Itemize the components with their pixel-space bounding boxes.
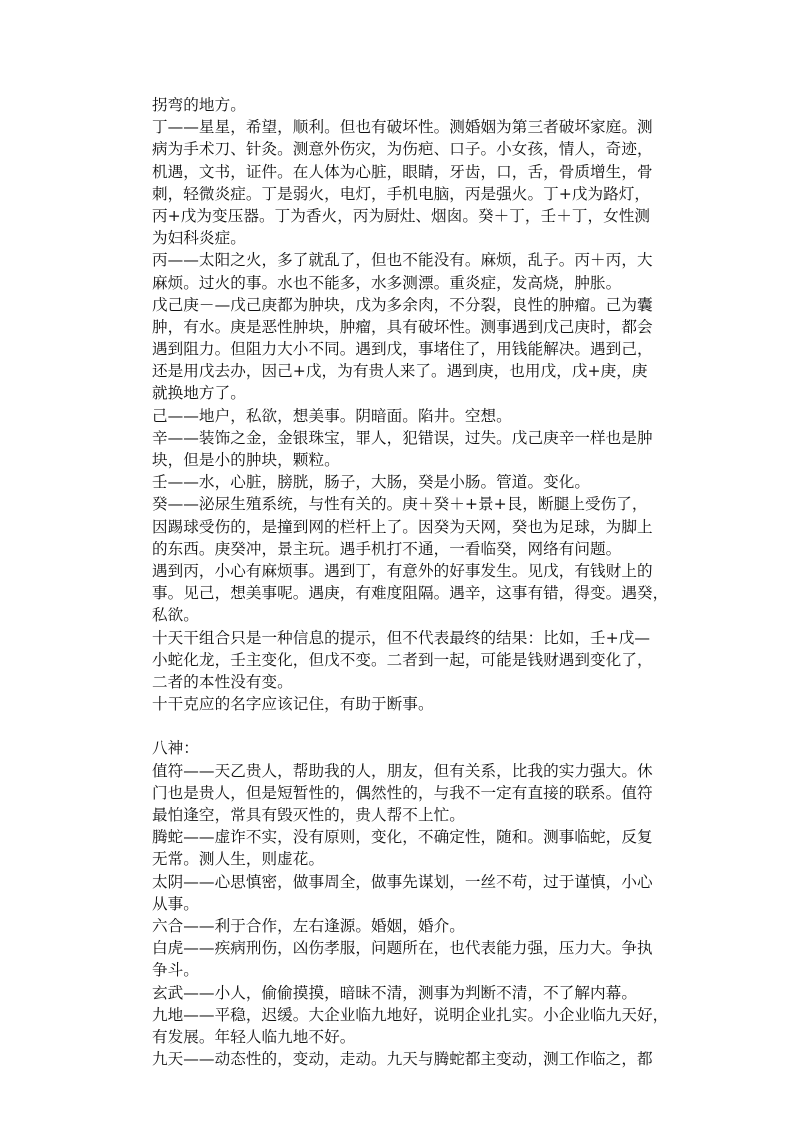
text-line: 腾蛇——虚诈不实，没有原则，变化，不确定性，随和。测事临蛇，反复: [152, 828, 653, 847]
text-line: 麻烦。过火的事。水也不能多，水多测漂。重炎症，发高烧，肿胀。: [152, 273, 622, 292]
text-line: 为妇科炎症。: [152, 229, 246, 248]
text-line: 小蛇化龙，壬主变化，但戊不变。二者到一起，可能是钱财遇到变化了，: [152, 650, 653, 669]
text-line: 戊己庚－—戊己庚都为肿块，戊为多余肉，不分裂，良性的肿瘤。己为囊: [152, 295, 653, 314]
text-line: 事。见己，想美事呢。遇庚，有难度阻隔。遇辛，这事有错，得变。遇癸，: [152, 584, 669, 603]
text-line: 十天干组合只是一种信息的提示，但不代表最终的结果：比如，壬+戊—: [152, 628, 651, 647]
text-line: 块，但是小的肿块，颗粒。: [152, 451, 340, 469]
text-line: 白虎——疾病刑伤，凶伤孝服，问题所在，也代表能力强，压力大。争执: [152, 939, 653, 958]
body-text: [152, 94, 672, 1070]
text-line: 九地——平稳，迟缓。大企业临九地好，说明企业扎实。小企业临九天好，: [152, 1005, 669, 1024]
text-line: 六合——利于合作，左右逢源。婚姻，婚介。: [152, 916, 465, 935]
text-line: 刺，轻微炎症。丁是弱火，电灯，手机电脑，丙是强火。丁+戊为路灯，: [152, 184, 651, 203]
text-line: 己——地户，私欲，想美事。阴暗面。陷井。空想。: [152, 406, 512, 425]
text-line: 癸——泌尿生殖系统，与性有关的。庚＋癸＋+景+艮，断腿上受伤了，: [152, 495, 648, 514]
text-line: 肿，有水。庚是恶性肿块，肿瘤，具有破坏性。测事遇到戊己庚时，都会: [152, 317, 653, 336]
text-line: 二者的本性没有变。: [152, 672, 293, 691]
text-line: 太阴——心思慎密，做事周全，做事先谋划，一丝不苟，过于谨慎，小心: [152, 872, 653, 891]
text-line: 九天——动态性的，变动，走动。九天与腾蛇都主变动，测工作临之，都: [152, 1050, 653, 1069]
text-line: 还是用戊去办，因己+戊，为有贵人来了。遇到庚，也用戊，戊+庚，庚: [152, 362, 648, 381]
text-line: 无常。测人生，则虚花。: [152, 850, 325, 869]
text-line: 从事。: [152, 894, 199, 913]
text-line: 的东西。庚癸冲，景主玩。遇手机打不通，一看临癸，网络有问题。: [152, 539, 622, 558]
text-line: 有发展。年轻人临九地不好。: [152, 1027, 356, 1046]
text-line: 门也是贵人，但是短暂性的，偶然性的，与我不一定有直接的联系。值符: [152, 783, 653, 802]
text-line: 因踢球受伤的，是撞到网的栏杆上了。因癸为天网，癸也为足球，为脚上: [152, 517, 653, 536]
text-line: 最怕逢空，常具有毁灭性的，贵人帮不上忙。: [152, 806, 465, 824]
text-line: 十干克应的名字应该记住，有助于断事。: [152, 695, 434, 714]
text-line: 就换地方了。: [152, 384, 246, 403]
text-line: 辛——装饰之金，金银珠宝，罪人，犯错误，过失。戊己庚辛一样也是肿: [152, 428, 653, 447]
text-line: 值符——天乙贵人，帮助我的人，朋友，但有关系，比我的实力强大。休: [152, 761, 653, 780]
text-line: 病为手术刀、针灸。测意外伤灾，为伤疤、口子。小女孩，情人，奇迹，: [152, 140, 653, 159]
blank-line: [152, 715, 672, 737]
text-line: 丁——星星，希望，顺利。但也有破坏性。测婚姻为第三者破坏家庭。测: [152, 118, 653, 137]
text-line: 玄武——小人，偷偷摸摸，暗昧不清，测事为判断不清，不了解内幕。: [152, 983, 637, 1002]
text-line: 争斗。: [152, 961, 199, 980]
text-line: 八神：: [152, 739, 199, 758]
text-line: 机遇，文书，证件。在人体为心脏，眼睛，牙齿，口，舌，骨质增生，骨: [152, 162, 653, 181]
text-line: 丙——太阳之火，多了就乱了，但也不能没有。麻烦，乱子。丙＋丙，大: [152, 251, 653, 270]
text-line: 拐弯的地方。: [152, 96, 246, 114]
text-line: 遇到丙，小心有麻烦事。遇到丁，有意外的好事发生。见戊，有钱财上的: [152, 561, 653, 580]
text-line: 丙+戊为变压器。丁为香火，丙为厨灶、烟囱。癸＋丁，壬＋丁，女性测: [152, 206, 651, 225]
text-line: 壬——水，心脏，膀胱，肠子，大肠，癸是小肠。管道。变化。: [152, 473, 591, 492]
text-line: 私欲。: [152, 606, 199, 625]
text-line: 遇到阻力。但阻力大小不同。遇到戊，事堵住了，用钱能解决。遇到己，: [152, 340, 653, 359]
